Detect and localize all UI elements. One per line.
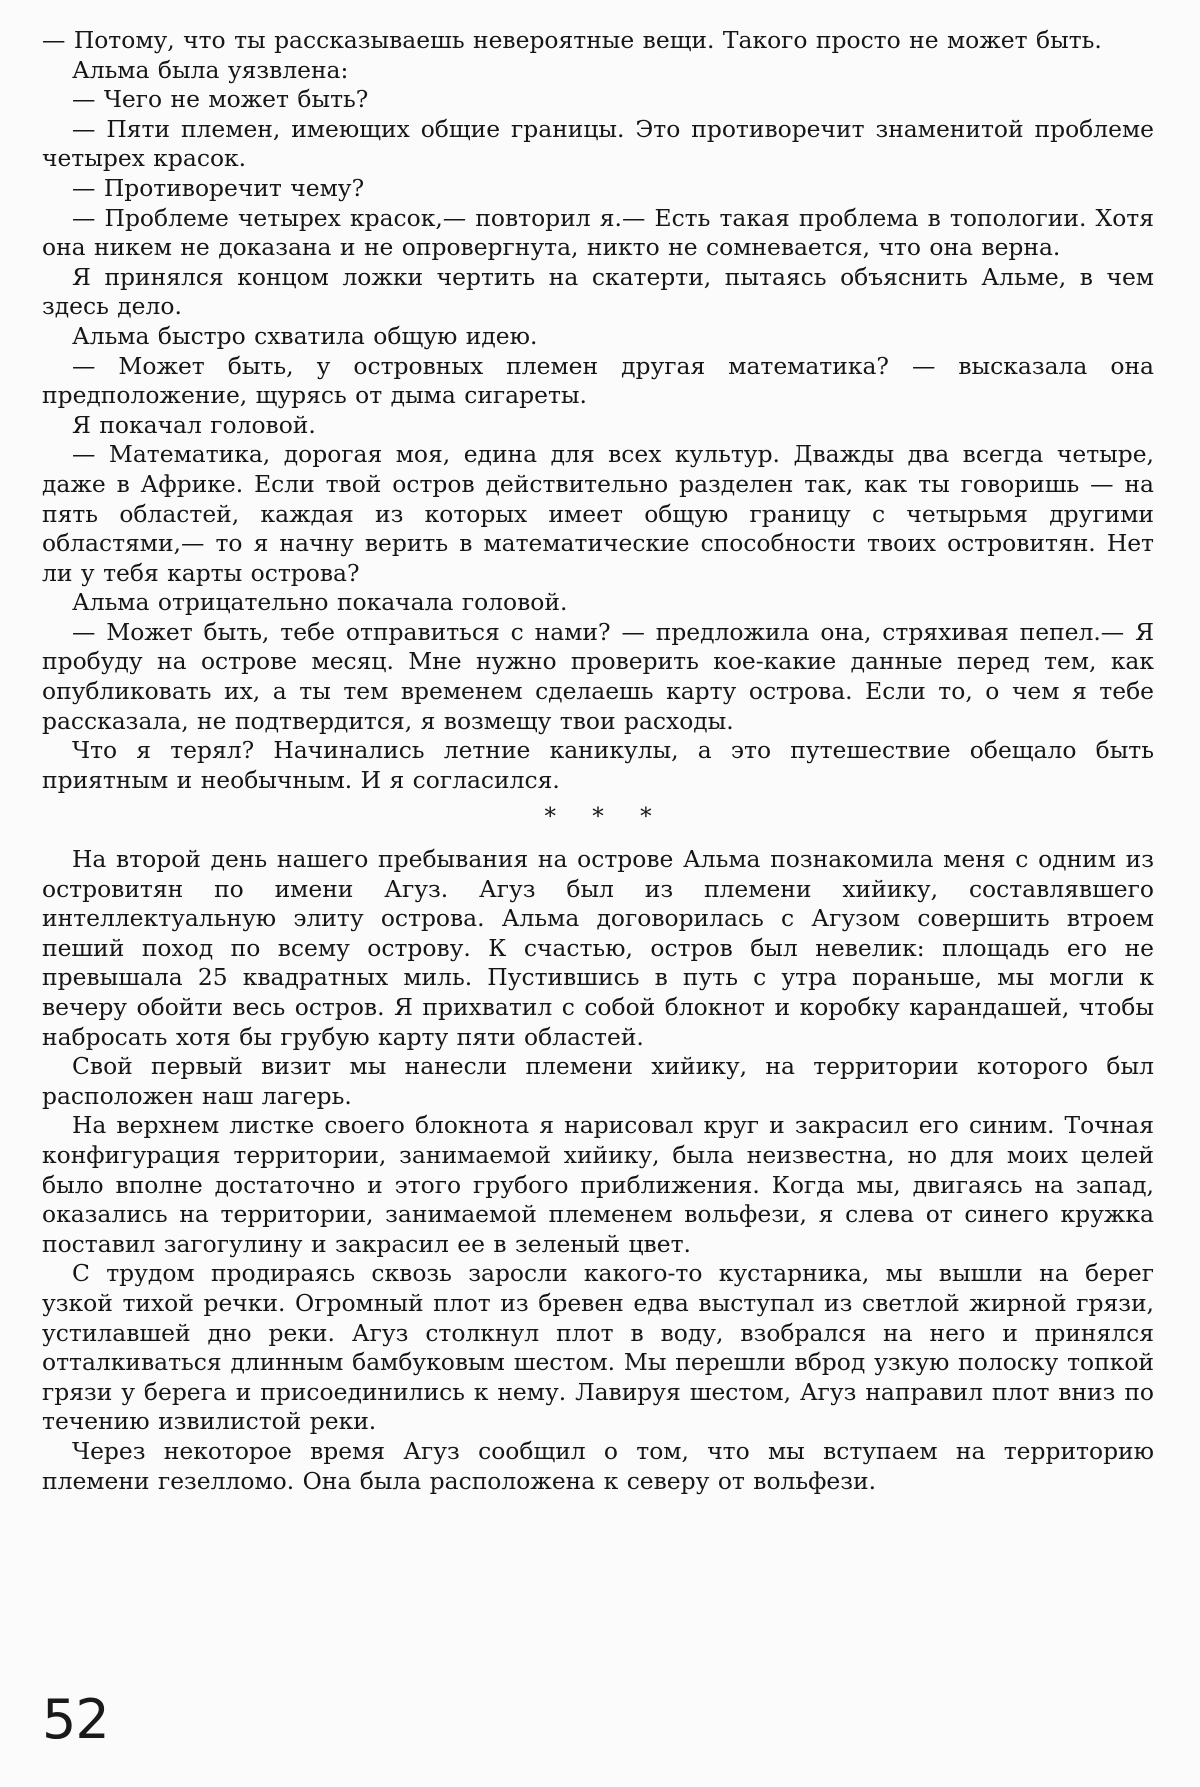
separator-asterisk: * bbox=[592, 804, 604, 831]
paragraph: С трудом продираясь сквозь заросли какого-то кустарника, мы вышли на берег узкой тихой речки. Огромный плот из бревен едва выступал из светлой жирной грязи, устилавшей дно реки. Агуз столкнул плот в воду, взобрался на него и принялся отталкиваться длинным бамбуковым шестом. Мы перешли вброд узкую полоску топкой грязи у берега и присоединились к нему. Лавируя шестом, Агуз направил плот вниз по течению извилистой реки. bbox=[42, 1259, 1154, 1436]
paragraph: Альма быстро схватила общую идею. bbox=[72, 321, 538, 350]
paragraph: — Противоречит чему? bbox=[72, 173, 365, 202]
paragraph: — Потому, что ты рассказываешь невероятные вещи. Такого просто не может быть. bbox=[42, 26, 1102, 54]
paragraph: На верхнем листке своего блокнота я нарисовал круг и закрасил его синим. Точная конфигурация территории, занимаемой хийику, была неизвестна, но для моих целей было вполне достаточно и этого грубого приближения. Когда мы, двигаясь на запад, оказались на территории, занимаемой племенем вольфези, я слева от синего кружка поставил загогулину и закрасил ее в зеленый цвет. bbox=[42, 1111, 1154, 1258]
paragraph: Через некоторое время Агуз сообщил о том, что мы вступаем на территорию племени гезелломо. Она была расположена к северу от вольфези. bbox=[42, 1436, 1154, 1495]
paragraph: — Чего не может быть? bbox=[72, 85, 369, 114]
paragraph: — Проблеме четырех красок,— повторил я.— Есть такая проблема в топологии. Хотя она никем не доказана и не опровергнута, никто не сомневается, что она верна. bbox=[42, 203, 1154, 262]
paragraph: Альма отрицательно покачала головой. bbox=[72, 588, 568, 617]
paragraph: На второй день нашего пребывания на острове Альма познакомила меня с одним из островитян по имени Агуз. Агуз был из племени хийику, составлявшего интеллектуальную элиту острова. Альма договорилась с Агузом совершить втроем пеший поход по всему острову. К счастью, остров был невелик: площадь его не превышала 25 квадратных миль. Пустившись в путь с утра пораньше, мы могли к вечеру обойти весь остров. Я прихватил с собой блокнот и коробку карандашей, чтобы набросать хотя бы грубую карту пяти областей. bbox=[42, 845, 1154, 1051]
paragraph: — Может быть, у островных племен другая математика? — высказала она предположение, щурясь от дыма сигареты. bbox=[42, 351, 1154, 410]
separator-asterisk: * bbox=[544, 804, 556, 831]
section-separator bbox=[42, 803, 1154, 833]
paragraph: Свой первый визит мы нанесли племени хийику, на территории которого был расположен наш лагерь. bbox=[42, 1052, 1154, 1110]
paragraph: Я покачал головой. bbox=[72, 410, 316, 439]
paragraph: Я принялся концом ложки чертить на скатерти, пытаясь объяснить Альме, в чем здесь дело. bbox=[42, 262, 1154, 321]
book-page bbox=[42, 26, 1154, 1496]
paragraph: — Может быть, тебе отправиться с нами? — предложила она, стряхивая пепел.— Я пробуду на острове месяц. Мне нужно проверить кое-какие данные перед тем, как опубликовать их, а ты тем временем сделаешь карту острова. Если то, о чем я тебе рассказала, не подтвердится, я возмещу твои расходы. bbox=[42, 617, 1154, 735]
page-number: 52 bbox=[42, 1688, 109, 1751]
paragraph: Что я терял? Начинались летние каникулы, а это путешествие обещало быть приятным и необычным. И я согласился. bbox=[42, 736, 1154, 794]
paragraph: Альма была уязвлена: bbox=[72, 55, 349, 84]
paragraph: — Пяти племен, имеющих общие границы. Это противоречит знаменитой проблеме четырех красок. bbox=[42, 114, 1154, 173]
paragraph: — Математика, дорогая моя, едина для всех культур. Дважды два всегда четыре, даже в Африке. Если твой остров действительно разделен так, как ты говоришь — на пять областей, каждая из которых имеет общую границу с четырьмя другими областями,— то я начну верить в математические способности твоих островитян. Нет ли у тебя карты острова? bbox=[42, 440, 1154, 587]
separator-asterisk: * bbox=[640, 804, 652, 831]
